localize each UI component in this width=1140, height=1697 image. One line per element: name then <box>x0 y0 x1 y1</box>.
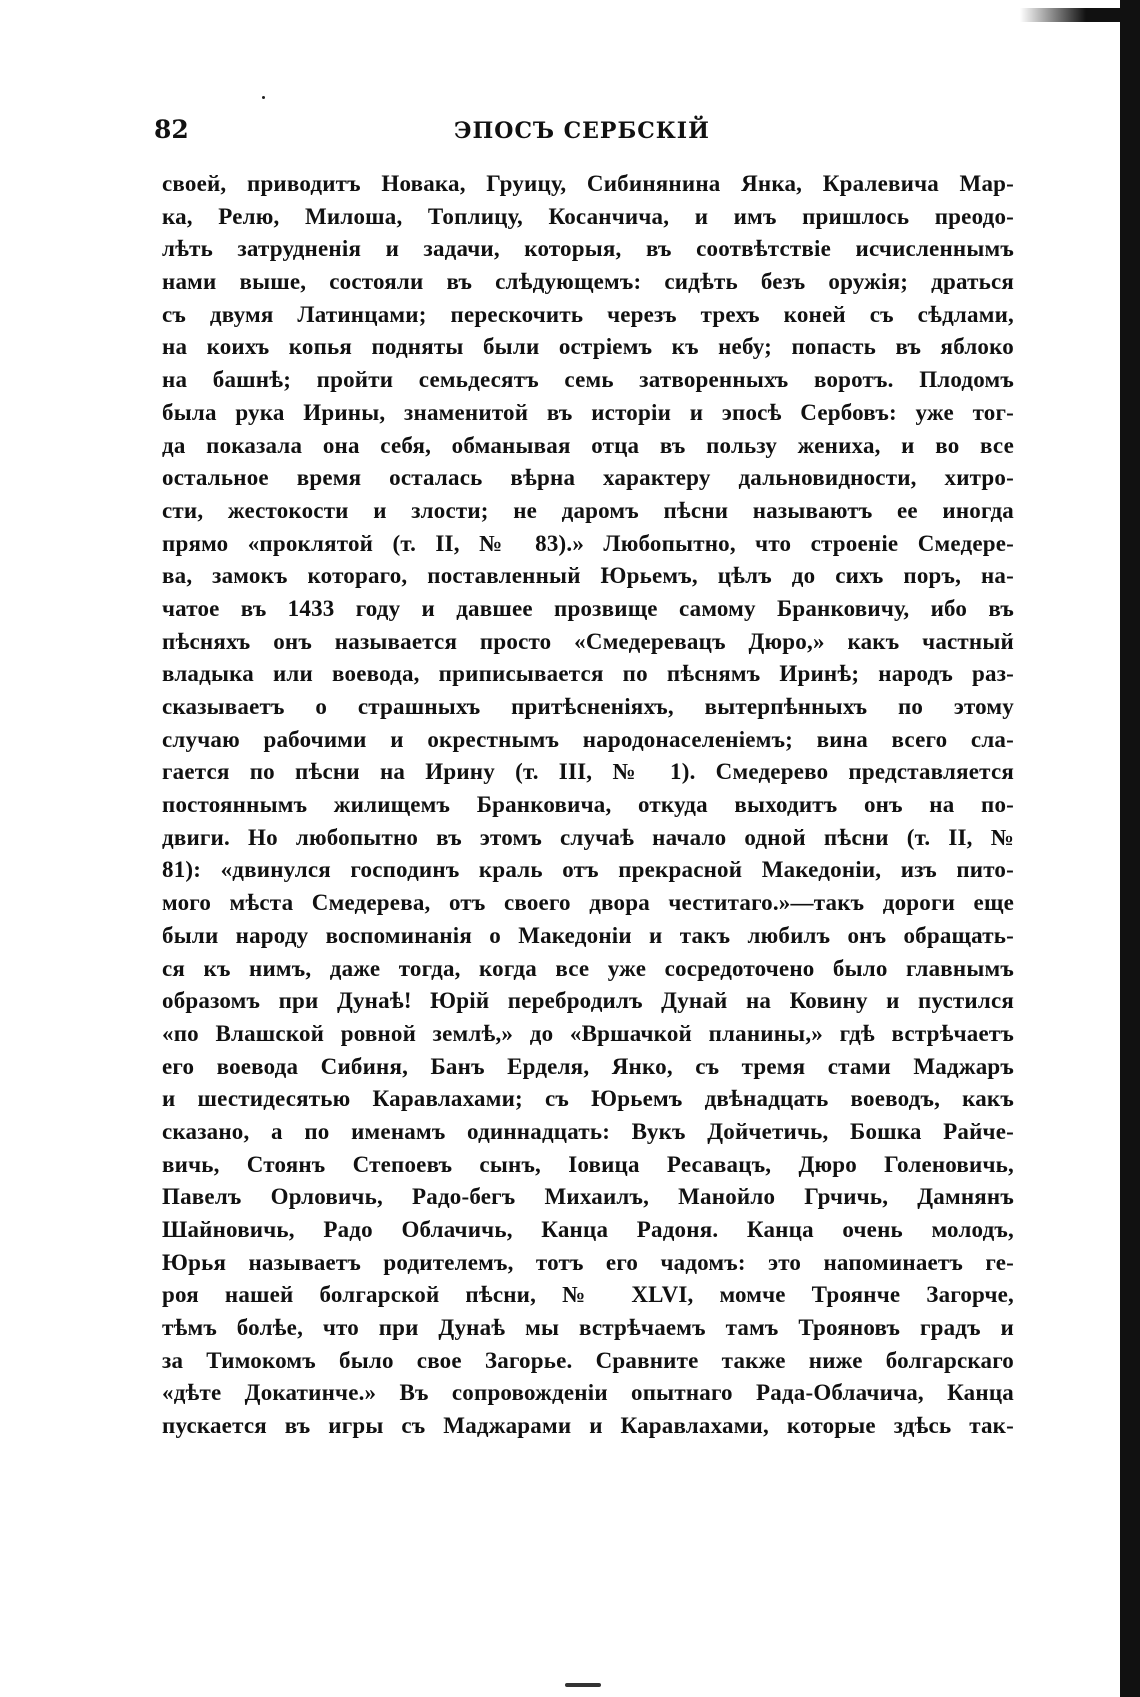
text-line: и шестидесятью Каравлахами; съ Юрьемъ двѣнадцать воеводъ, какъ <box>162 1086 1014 1112</box>
text-line: гается по пѣсни на Ирину (т. III, № 1). Смедерево представляется <box>162 759 1014 785</box>
text-line: мого мѣста Смедерева, отъ своего двора честитаго.»—такъ дороги еще <box>162 890 1014 916</box>
running-title: ЭПОСЪ СЕРБСКІЙ <box>454 118 710 144</box>
text-line: на башнѣ; пройти семьдесятъ семь затворенныхъ воротъ. Плодомъ <box>162 367 1014 393</box>
text-line: съ двумя Латинцами; перескочить черезъ трехъ коней съ сѣдлами, <box>162 301 1014 327</box>
text-line: Павелъ Орловичь, Радо-бегъ Михаилъ, Манойло Грчичь, Дамнянъ <box>162 1184 1014 1210</box>
scan-footer-mark <box>565 1683 601 1687</box>
text-line: ка, Релю, Милоша, Топлицу, Косанчича, и имъ пришлось преодо- <box>162 203 1014 229</box>
text-line: сти, жестокости и злости; не даромъ пѣсни называютъ ее иногда <box>162 497 1014 523</box>
text-line: за Тимокомъ было свое Загорье. Сравните также ниже болгарскаго <box>162 1347 1014 1373</box>
text-line: «по Влашской ровной землѣ,» до «Вршачкой планины,» гдѣ встрѣчаетъ <box>162 1020 1014 1046</box>
text-line: тѣмъ болѣе, что при Дунаѣ мы встрѣчаемъ тамъ Трояновъ градъ и <box>162 1315 1014 1341</box>
text-line: были народу воспоминанія о Македоніи и такъ любилъ онъ обращать- <box>162 922 1014 948</box>
text-line: случаю рабочими и окрестнымъ народонаселеніемъ; вина всего сла- <box>162 726 1014 752</box>
scan-border <box>1120 0 1140 1697</box>
text-line: владыка или воевода, приписывается по пѣснямъ Иринѣ; народъ раз- <box>162 661 1014 687</box>
text-line: пускается въ игры съ Маджарами и Каравлахами, которые здѣсь так- <box>162 1413 1014 1439</box>
scan-border-cap <box>1020 8 1140 22</box>
text-line: чатое въ 1433 году и давшее прозвище самому Бранковичу, ибо въ <box>162 595 1014 621</box>
text-line: роя нашей болгарской пѣсни, № XLVI, момче Троянче Загорче, <box>162 1282 1014 1308</box>
text-line: «дѣте Докатинче.» Въ сопровожденіи опытнаго Рада-Облачича, Канца <box>162 1380 1014 1406</box>
text-line: была рука Ирины, знаменитой въ исторіи и эпосѣ Сербовъ: уже тог- <box>162 399 1014 425</box>
text-line: Шайновичь, Радо Облачичь, Канца Радоня. Канца очень молодъ, <box>162 1217 1014 1242</box>
text-line: сказано, а по именамъ одиннадцать: Вукъ Дойчетичь, Бошка Райче- <box>162 1118 1014 1144</box>
text-line: сказываетъ о страшныхъ притѣсненіяхъ, вытерпѣнныхъ по этому <box>162 694 1014 719</box>
text-line: его воевода Сибиня, Банъ Ерделя, Янко, съ тремя стами Маджаръ <box>162 1053 1014 1079</box>
text-line: прямо «проклятой (т. II, № 83).» Любопытно, что строеніе Смедере- <box>162 530 1014 556</box>
text-line: двиги. Но любопытно въ этомъ случаѣ начало одной пѣсни (т. II, № <box>162 824 1014 850</box>
text-line: своей, приводитъ Новака, Груицу, Сибинянина Янка, Кралевича Мар- <box>162 171 1014 196</box>
text-line: образомъ при Дунаѣ! Юрій перебродилъ Дунай на Ковину и пустился <box>162 988 1014 1014</box>
text-line: да показала она себя, обманывая отца въ пользу жениха, и во все <box>162 432 1014 458</box>
text-line: остальное время осталась вѣрна характеру дальновидности, хитро- <box>162 465 1014 491</box>
text-line: Юрья называетъ родителемъ, тотъ его чадомъ: это напоминаетъ ге- <box>162 1249 1014 1275</box>
text-line: нами выше, состояли въ слѣдующемъ: сидѣть безъ оружія; драться <box>162 269 1014 295</box>
text-line: на коихъ копья подняты были остріемъ къ небу; попасть въ яблоко <box>162 334 1014 360</box>
scan-speck <box>262 96 265 99</box>
page-number: 82 <box>154 115 189 144</box>
text-line: лѣть затрудненія и задачи, которыя, въ соотвѣтствіе исчисленнымъ <box>162 236 1014 262</box>
text-line: постояннымъ жилищемъ Бранковича, откуда выходитъ онъ на по- <box>162 792 1014 818</box>
text-line: ся къ нимъ, даже тогда, когда все уже сосредоточено было главнымъ <box>162 955 1014 981</box>
text-line: 81): «двинулся господинъ краль отъ прекрасной Македоніи, изъ пито- <box>162 857 1014 883</box>
text-line: вичь, Стоянъ Степоевъ сынъ, Іовица Ресавацъ, Дюро Голеновичь, <box>162 1151 1014 1177</box>
text-line: ва, замокъ котораго, поставленный Юрьемъ, цѣлъ до сихъ поръ, на- <box>162 563 1014 589</box>
page-header <box>154 114 1014 154</box>
text-line: пѣсняхъ онъ называется просто «Смедеревацъ Дюро,» какъ частный <box>162 628 1014 654</box>
body-text <box>162 168 1014 1443</box>
